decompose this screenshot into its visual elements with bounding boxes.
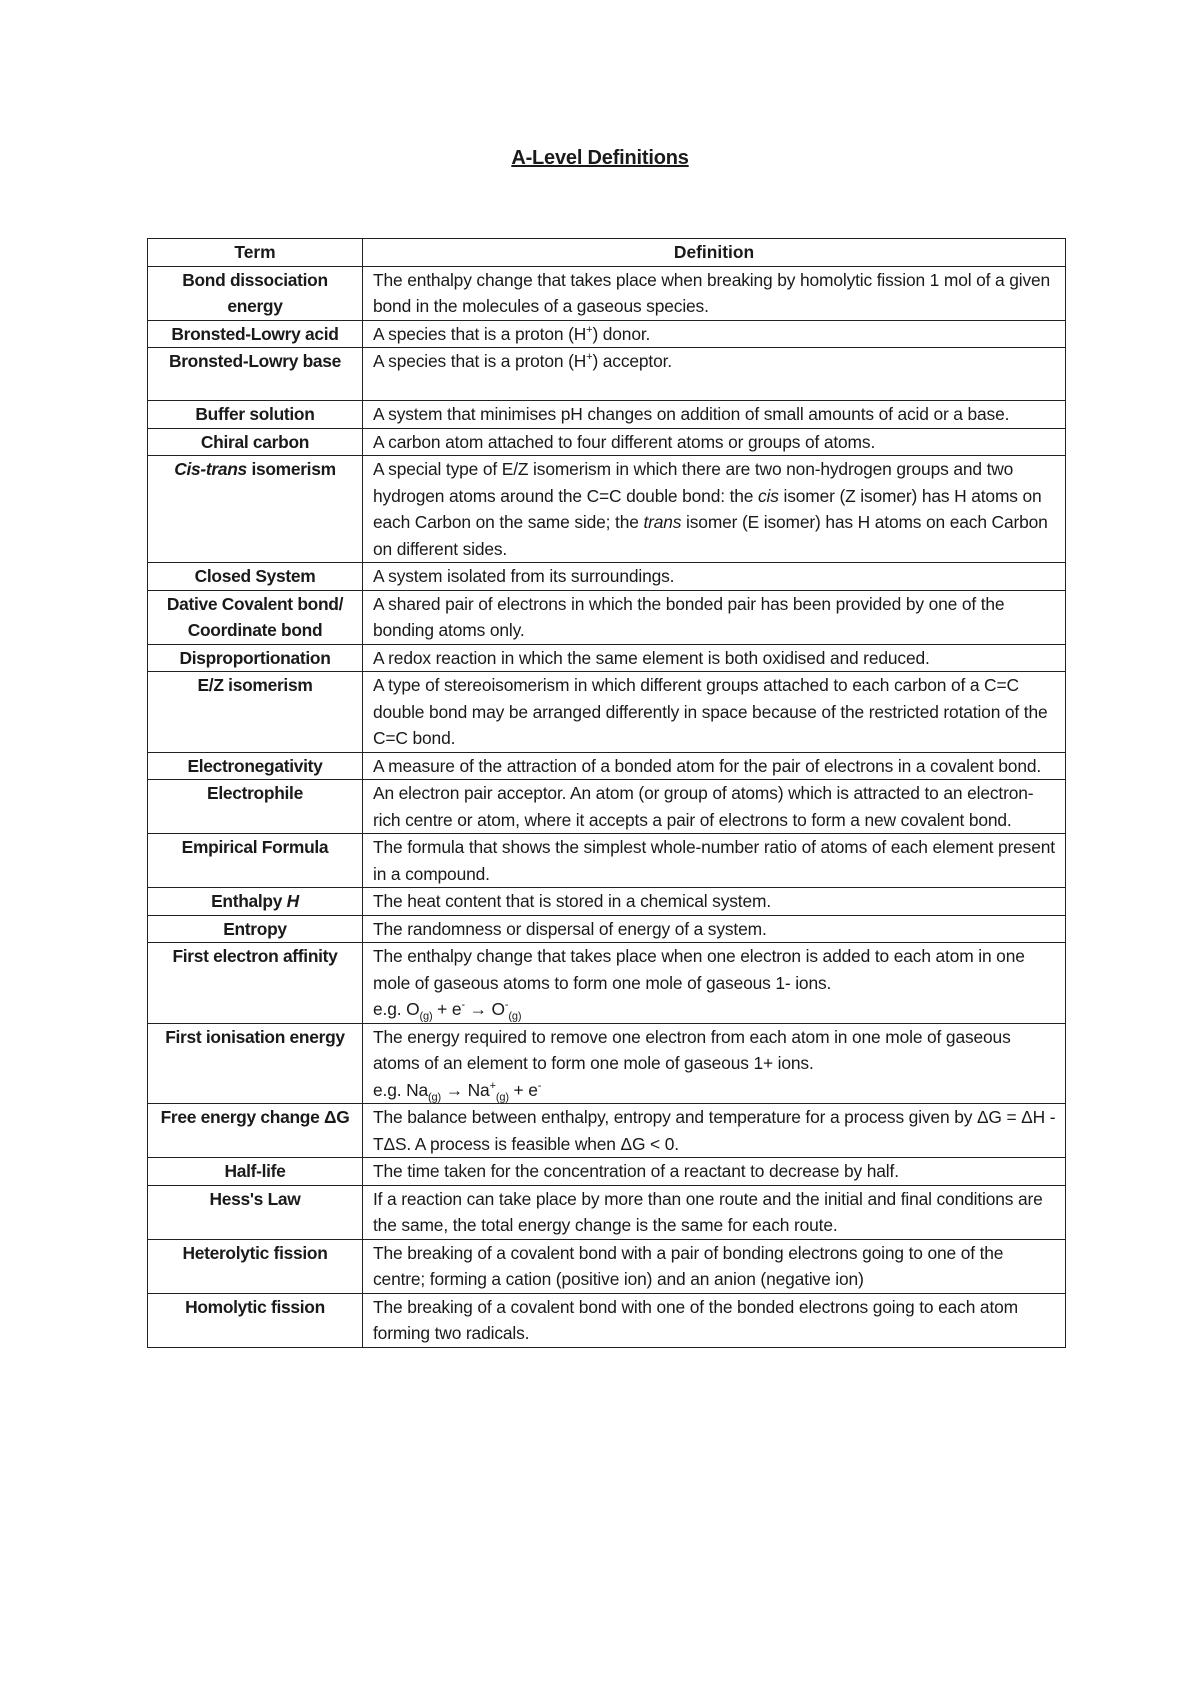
table-row bbox=[148, 590, 1066, 644]
table-row bbox=[148, 563, 1066, 591]
table-row bbox=[148, 672, 1066, 753]
table-row bbox=[148, 1185, 1066, 1239]
table-header-row bbox=[148, 239, 1066, 267]
table-row bbox=[148, 1158, 1066, 1186]
definition-cell: A carbon atom attached to four different atoms or groups of atoms. bbox=[363, 428, 1066, 456]
term-cell: First ionisation energy bbox=[148, 1023, 363, 1104]
definition-cell: A system isolated from its surroundings. bbox=[363, 563, 1066, 591]
definition-text: isomer (E isomer) has H atoms on each Carbon on different sides. bbox=[373, 512, 1048, 559]
definition-text: ) donor. bbox=[592, 323, 651, 344]
superscript: - bbox=[461, 999, 465, 1012]
definition-text: ) acceptor. bbox=[592, 351, 672, 371]
equation-text: + e bbox=[508, 1079, 538, 1100]
definition-cell: A system that minimises pH changes on addition of small amounts of acid or a base. bbox=[363, 401, 1066, 429]
table-row bbox=[148, 266, 1066, 320]
definition-text: A species that is a proton (H bbox=[373, 351, 587, 371]
table-row bbox=[148, 348, 1066, 401]
subscript: (g) bbox=[419, 1010, 433, 1023]
table-row bbox=[148, 1104, 1066, 1158]
superscript: + bbox=[586, 351, 593, 364]
superscript: + bbox=[586, 323, 593, 336]
table-row bbox=[148, 428, 1066, 456]
definition-cell: The balance between enthalpy, entropy and temperature for a process given by ΔG = ΔH - TΔS. A process is feasible when ΔG < 0. bbox=[363, 1104, 1066, 1158]
definition-cell: The randomness or dispersal of energy of a system. bbox=[363, 915, 1066, 943]
table-row bbox=[148, 915, 1066, 943]
term-cell: First electron affinity bbox=[148, 943, 363, 1024]
table-row bbox=[148, 780, 1066, 834]
table-row bbox=[148, 1023, 1066, 1104]
term-cell: Homolytic fission bbox=[148, 1293, 363, 1347]
definition-cell: The enthalpy change that takes place when breaking by homolytic fission 1 mol of a given bond in the molecules of a gaseous species. bbox=[363, 266, 1066, 320]
definition-text: A special type of E/Z isomerism in which there are two non-hydrogen groups and two hydrogen atoms around the C=C double bond: the bbox=[373, 459, 1014, 506]
definition-cell: The heat content that is stored in a chemical system. bbox=[363, 888, 1066, 916]
definition-text: isomer (Z isomer) has H atoms on each Carbon on the same side; the bbox=[373, 485, 1042, 532]
term-cell: Disproportionation bbox=[148, 644, 363, 672]
table-row bbox=[148, 943, 1066, 1024]
definition-cell: A redox reaction in which the same element is both oxidised and reduced. bbox=[363, 644, 1066, 672]
subscript: (g) bbox=[428, 1090, 442, 1103]
term-cell: Electronegativity bbox=[148, 752, 363, 780]
term-italic-text: H bbox=[286, 891, 299, 911]
term-cell: Closed System bbox=[148, 563, 363, 591]
term-cell: Heterolytic fission bbox=[148, 1239, 363, 1293]
subscript: (g) bbox=[495, 1090, 509, 1103]
term-cell: Bronsted-Lowry base bbox=[148, 348, 363, 401]
term-cell: Dative Covalent bond/ Coordinate bond bbox=[148, 590, 363, 644]
definition-column-header: Definition bbox=[363, 239, 1066, 267]
term-column-header: Term bbox=[148, 239, 363, 267]
term-cell: Hess's Law bbox=[148, 1185, 363, 1239]
term-italic-text: Cis-trans bbox=[174, 459, 247, 479]
table-row bbox=[148, 752, 1066, 780]
definition-cell bbox=[363, 348, 1066, 401]
definition-cell: A measure of the attraction of a bonded atom for the pair of electrons in a covalent bond. bbox=[363, 752, 1066, 780]
table-row bbox=[148, 1293, 1066, 1347]
equation-text: e.g. O bbox=[373, 999, 420, 1019]
term-cell: Free energy change ΔG bbox=[148, 1104, 363, 1158]
superscript: + bbox=[489, 1079, 496, 1092]
definition-cell: The breaking of a covalent bond with one of the bonded electrons going to each atom forming two radicals. bbox=[363, 1293, 1066, 1347]
term-cell: Entropy bbox=[148, 915, 363, 943]
document-title: A-Level Definitions bbox=[511, 147, 689, 169]
definition-cell bbox=[363, 943, 1066, 1024]
term-text: Enthalpy bbox=[211, 891, 287, 911]
table-row bbox=[148, 401, 1066, 429]
definition-cell: The time taken for the concentration of a reactant to decrease by half. bbox=[363, 1158, 1066, 1186]
term-cell: Bronsted-Lowry acid bbox=[148, 320, 363, 348]
equation-text: → Na bbox=[441, 1079, 490, 1100]
table-row bbox=[148, 888, 1066, 916]
table-row bbox=[148, 320, 1066, 348]
definition-text: The enthalpy change that takes place when one electron is added to each atom in one mole of gaseous atoms to form one mole of gaseous 1- ions. bbox=[373, 946, 1025, 993]
definition-cell: A shared pair of electrons in which the bonded pair has been provided by one of the bonding atoms only. bbox=[363, 590, 1066, 644]
definition-text: The energy required to remove one electron from each atom in one mole of gaseous atoms of an element to form one mole of gaseous 1+ ions. bbox=[373, 1026, 1011, 1073]
table-row bbox=[148, 644, 1066, 672]
term-cell bbox=[148, 888, 363, 916]
definition-cell: The formula that shows the simplest whole-number ratio of atoms of each element present in a compound. bbox=[363, 834, 1066, 888]
superscript: - bbox=[537, 1079, 542, 1092]
definition-cell bbox=[363, 456, 1066, 563]
definition-cell bbox=[363, 1023, 1066, 1104]
equation-text: + e bbox=[432, 999, 462, 1019]
term-text: isomerism bbox=[246, 459, 336, 479]
term-cell: Buffer solution bbox=[148, 401, 363, 429]
term-cell: Half-life bbox=[148, 1158, 363, 1186]
definition-cell: The breaking of a covalent bond with a pair of bonding electrons going to one of the centre; forming a cation (positive ion) and an anion (negative ion) bbox=[363, 1239, 1066, 1293]
definition-cell bbox=[363, 320, 1066, 348]
definition-cell: If a reaction can take place by more than one route and the initial and final conditions are the same, the total energy change is the same for each route. bbox=[363, 1185, 1066, 1239]
term-cell: Electrophile bbox=[148, 780, 363, 834]
italic-text: cis bbox=[758, 485, 779, 506]
definition-cell: An electron pair acceptor. An atom (or group of atoms) which is attracted to an electron-rich centre or atom, where it accepts a pair of electrons to form a new covalent bond. bbox=[363, 780, 1066, 834]
term-cell: Bond dissociation energy bbox=[148, 266, 363, 320]
term-cell: E/Z isomerism bbox=[148, 672, 363, 753]
term-cell: Chiral carbon bbox=[148, 428, 363, 456]
table-row bbox=[148, 1239, 1066, 1293]
definition-text: A species that is a proton (H bbox=[373, 323, 587, 344]
table-row bbox=[148, 834, 1066, 888]
definition-cell: A type of stereoisomerism in which different groups attached to each carbon of a C=C double bond may be arranged differently in space because of the restricted rotation of the C=C bond. bbox=[363, 672, 1066, 753]
table-row bbox=[148, 456, 1066, 563]
equation-text: e.g. Na bbox=[373, 1079, 429, 1100]
definitions-table bbox=[147, 238, 1066, 1348]
term-cell: Empirical Formula bbox=[148, 834, 363, 888]
superscript: - bbox=[504, 999, 509, 1012]
equation-text: → O bbox=[464, 999, 505, 1019]
subscript: (g) bbox=[508, 1010, 522, 1023]
term-cell bbox=[148, 456, 363, 563]
italic-text: trans bbox=[643, 512, 682, 532]
